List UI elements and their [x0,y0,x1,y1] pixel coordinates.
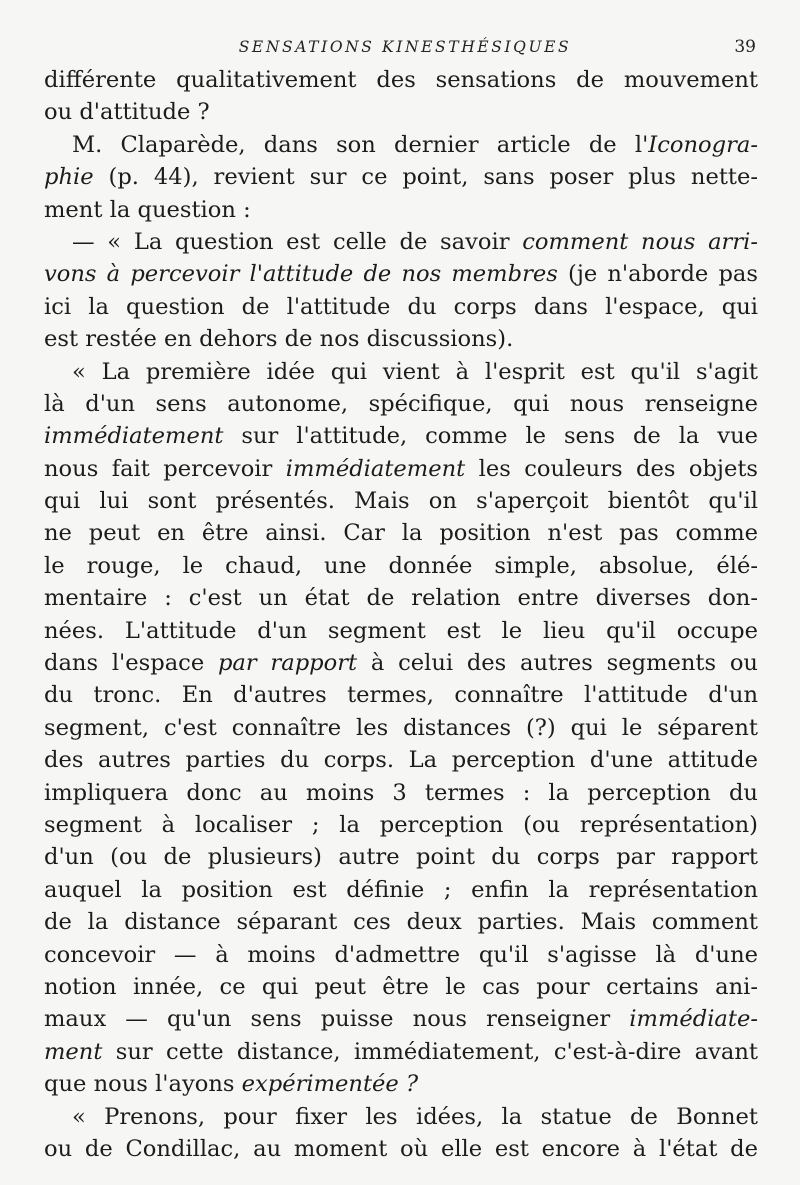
italic-text-segment: vons à percevoir l'attitude de nos membres [44,261,558,288]
text-segment: segment, c'est connaître les distances (?) qui le séparent [44,714,758,741]
text-segment: (je n'aborde pas [557,261,758,288]
text-line [44,615,758,647]
text-line [44,874,758,906]
text-line [44,1036,758,1068]
text-segment: sur l'attitude, comme le sens de la vue [223,423,758,450]
text-line [44,647,758,679]
text-segment: ou de Condillac, au moment où elle est encore à l'état de [44,1135,758,1162]
text-line [44,550,758,582]
text-segment: est restée en dehors de nos discussions). [44,326,514,353]
text-line [44,841,758,873]
italic-text-segment: phie [44,164,94,191]
text-line [44,161,758,193]
text-line [44,258,758,290]
text-line [44,96,758,128]
italic-text-segment: Iconogra- [648,131,758,158]
text-line [44,939,758,971]
text-line [44,323,758,355]
text-segment: du tronc. En d'autres termes, connaître l'attitude d'un [44,682,758,709]
text-segment: notion innée, ce qui peut être le cas pour certains ani- [44,973,758,1000]
italic-text-segment: ment [44,1038,103,1065]
page-number: 39 [734,37,756,57]
text-line [44,194,758,226]
text-line [44,777,758,809]
text-segment: les couleurs des objets [465,455,758,482]
running-header [44,38,758,64]
text-segment: impliquera donc au moins 3 termes : la perception du [44,779,758,806]
text-segment: nous fait percevoir [44,455,286,482]
italic-text-segment: immédiatement [44,423,224,450]
text-line [44,388,758,420]
text-segment: auquel la position est définie ; enfin la représentation [44,876,758,903]
text-line [44,453,758,485]
text-segment: sur cette distance, immédiatement, c'est-à-dire avant [102,1038,758,1065]
text-line [44,420,758,452]
text-line [44,226,758,258]
italic-text-segment: immédiatement [285,455,466,482]
text-line [44,64,758,96]
text-segment: différente qualitativement des sensations de mouvement [44,67,758,93]
text-line [44,679,758,711]
text-segment: nées. L'attitude d'un segment est le lieu qu'il occupe [44,617,758,644]
text-segment: segment à localiser ; la perception (ou représentation) [44,811,758,838]
text-segment: le rouge, le chaud, une donnée simple, absolue, élé- [44,552,758,579]
text-segment: à celui des autres segments ou [357,650,758,677]
text-segment: ici la question de l'attitude du corps dans l'espace, qui [44,293,758,320]
text-line [44,971,758,1003]
text-segment: « Prenons, pour fixer les idées, la statue de Bonnet [72,1103,758,1130]
text-segment: maux — qu'un sens puisse nous renseigner [44,1006,630,1033]
text-segment: ou d'attitude ? [44,99,210,126]
text-line [44,712,758,744]
text-line [44,517,758,549]
text-line [44,744,758,776]
text-line [44,582,758,614]
text-segment: d'un (ou de plusieurs) autre point du corps par rapport [44,844,758,871]
text-line [44,129,758,161]
text-segment: dans l'espace [44,650,218,677]
text-segment: mentaire : c'est un état de relation entre diverses don- [44,585,758,612]
italic-text-segment: expérimentée ? [241,1071,419,1098]
text-segment: ne peut en être ainsi. Car la position n'est pas comme [44,520,758,547]
text-line [44,356,758,388]
body-text [44,64,758,1165]
text-line [44,485,758,517]
text-segment: — « La question est celle de savoir [72,228,523,255]
text-segment: des autres parties du corps. La perception d'une attitude [44,747,758,774]
text-line [44,1003,758,1035]
text-segment: (p. 44), revient sur ce point, sans poser plus nette- [93,164,758,191]
text-segment: là d'un sens autonome, spécifique, qui nous renseigne [44,390,758,417]
text-line [44,291,758,323]
text-line [44,906,758,938]
text-segment: « La première idée qui vient à l'esprit est qu'il s'agit [72,358,758,385]
running-title: SENSATIONS KINESTHÉSIQUES [238,38,572,56]
text-line [44,1101,758,1133]
text-segment: M. Claparède, dans son dernier article de l' [72,131,649,158]
text-segment: concevoir — à moins d'admettre qu'il s'agisse là d'une [44,941,758,968]
italic-text-segment: par rapport [217,650,358,677]
text-segment: ment la question : [44,196,251,223]
text-segment: que nous l'ayons [44,1071,242,1098]
italic-text-segment: comment nous arri- [522,228,758,255]
text-line [44,1068,758,1100]
italic-text-segment: immédiate- [629,1006,758,1033]
text-segment: de la distance séparant ces deux parties. Mais comment [44,909,758,936]
text-segment: qui lui sont présentés. Mais on s'aperçoit bientôt qu'il [44,488,758,515]
text-line [44,1133,758,1165]
text-line [44,809,758,841]
